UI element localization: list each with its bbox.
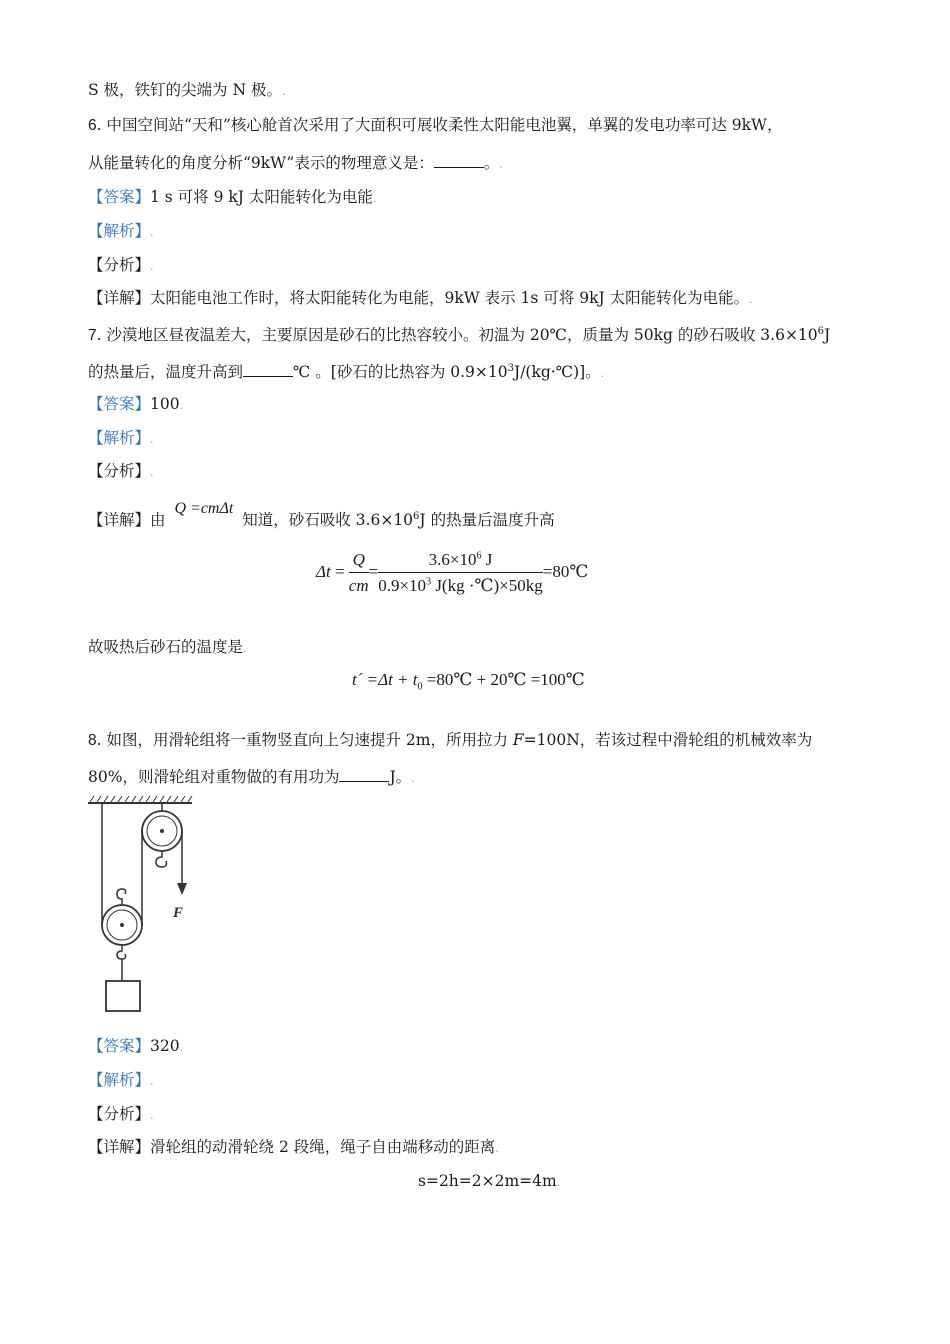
detail-line: 【详解】由 Q =cmΔt 知道，砂石吸收 $3.6\times 10^6J$ 的热量后温度升高 [88, 500, 555, 530]
question-7-line1: 7. 沙漠地区昼夜温差大，主要原因是砂石的比热容较小。初温为 20℃，质量为 50kg 的砂石吸收 $3.6\times 10^6J$ [88, 326, 831, 345]
text-line: 故吸热后砂石的温度是. [88, 638, 247, 656]
fraction: $\frac{Q}{cm}$ [348, 550, 369, 595]
question-7-line2: 的热量后，温度升高到 ℃ 。[砂石的比热容为 $0.9\times 10^3J/(kg\cdot℃)$]。. [88, 363, 605, 382]
jiexi-line: 【解析】. [88, 429, 154, 447]
answer-blank [434, 153, 484, 168]
question-number: 7 [88, 327, 97, 345]
question-number: 6 [88, 117, 97, 134]
answer-blank [243, 362, 293, 377]
force-label: F [173, 905, 184, 921]
fenxi-line: 【分析】. [88, 1105, 154, 1123]
equation-final-temp: t´ $=\Delta t + t_0$ =80℃ + 20℃ =100℃ [352, 670, 585, 693]
fenxi-line: 【分析】. [88, 462, 154, 480]
jiexi-line: 【解析】. [88, 222, 154, 240]
jiexi-line: 【解析】. [88, 1071, 154, 1089]
fenxi-line: 【分析】. [88, 256, 154, 274]
formula-inline: Q =cmΔt [174, 500, 234, 518]
fraction: $\frac{3.6\times 10^6 J}{0.9\times 10^3 J(kg \cdot℃)\times 50kg}$ [378, 550, 543, 595]
answer-blank [339, 767, 389, 782]
equation-distance: s=2h=2×2m=4m. [418, 1172, 561, 1190]
question-8-line2: 80%，则滑轮组对重物做的有用功为 J。. [88, 768, 415, 786]
answer-line: 【答案】1 s 可将 9 kJ 太阳能转化为电能. [88, 188, 377, 206]
question-6-line1: 6. 中国空间站“天和”核心舱首次采用了大面积可展收柔性太阳能电池翼，单翼的发电功率可达 9kW， [88, 116, 783, 134]
pulley-diagram [84, 795, 204, 1020]
answer-line: 【答案】100. [88, 395, 184, 413]
detail-line: 【详解】太阳能电池工作时，将太阳能转化为电能，9kW 表示 1s 可将 9kJ 太阳能转化为电能。. [88, 289, 753, 307]
question-8-line1: 8. 如图，用滑轮组将一重物竖直向上匀速提升 2m，所用拉力 F=100N，若该过程中滑轮组的机械效率为 [88, 731, 813, 749]
question-6-line2: 从能量转化的角度分析“9kW”表示的物理意义是： 。. [88, 154, 503, 172]
detail-line: 【详解】滑轮组的动滑轮绕 2 段绳，绳子自由端移动的距离. [88, 1138, 499, 1156]
equation-delta-t: Δt = $\frac{Q}{cm}$ = $\frac{3.6\times 10^6 J}{0.9\times 10^3 J(kg \cdot℃)\times 50kg}$ =80℃ [316, 550, 589, 595]
answer-line: 【答案】320. [88, 1037, 184, 1055]
text-line: S 极，铁钉的尖端为 N 极。. [88, 81, 286, 99]
question-number: 8 [88, 732, 97, 749]
